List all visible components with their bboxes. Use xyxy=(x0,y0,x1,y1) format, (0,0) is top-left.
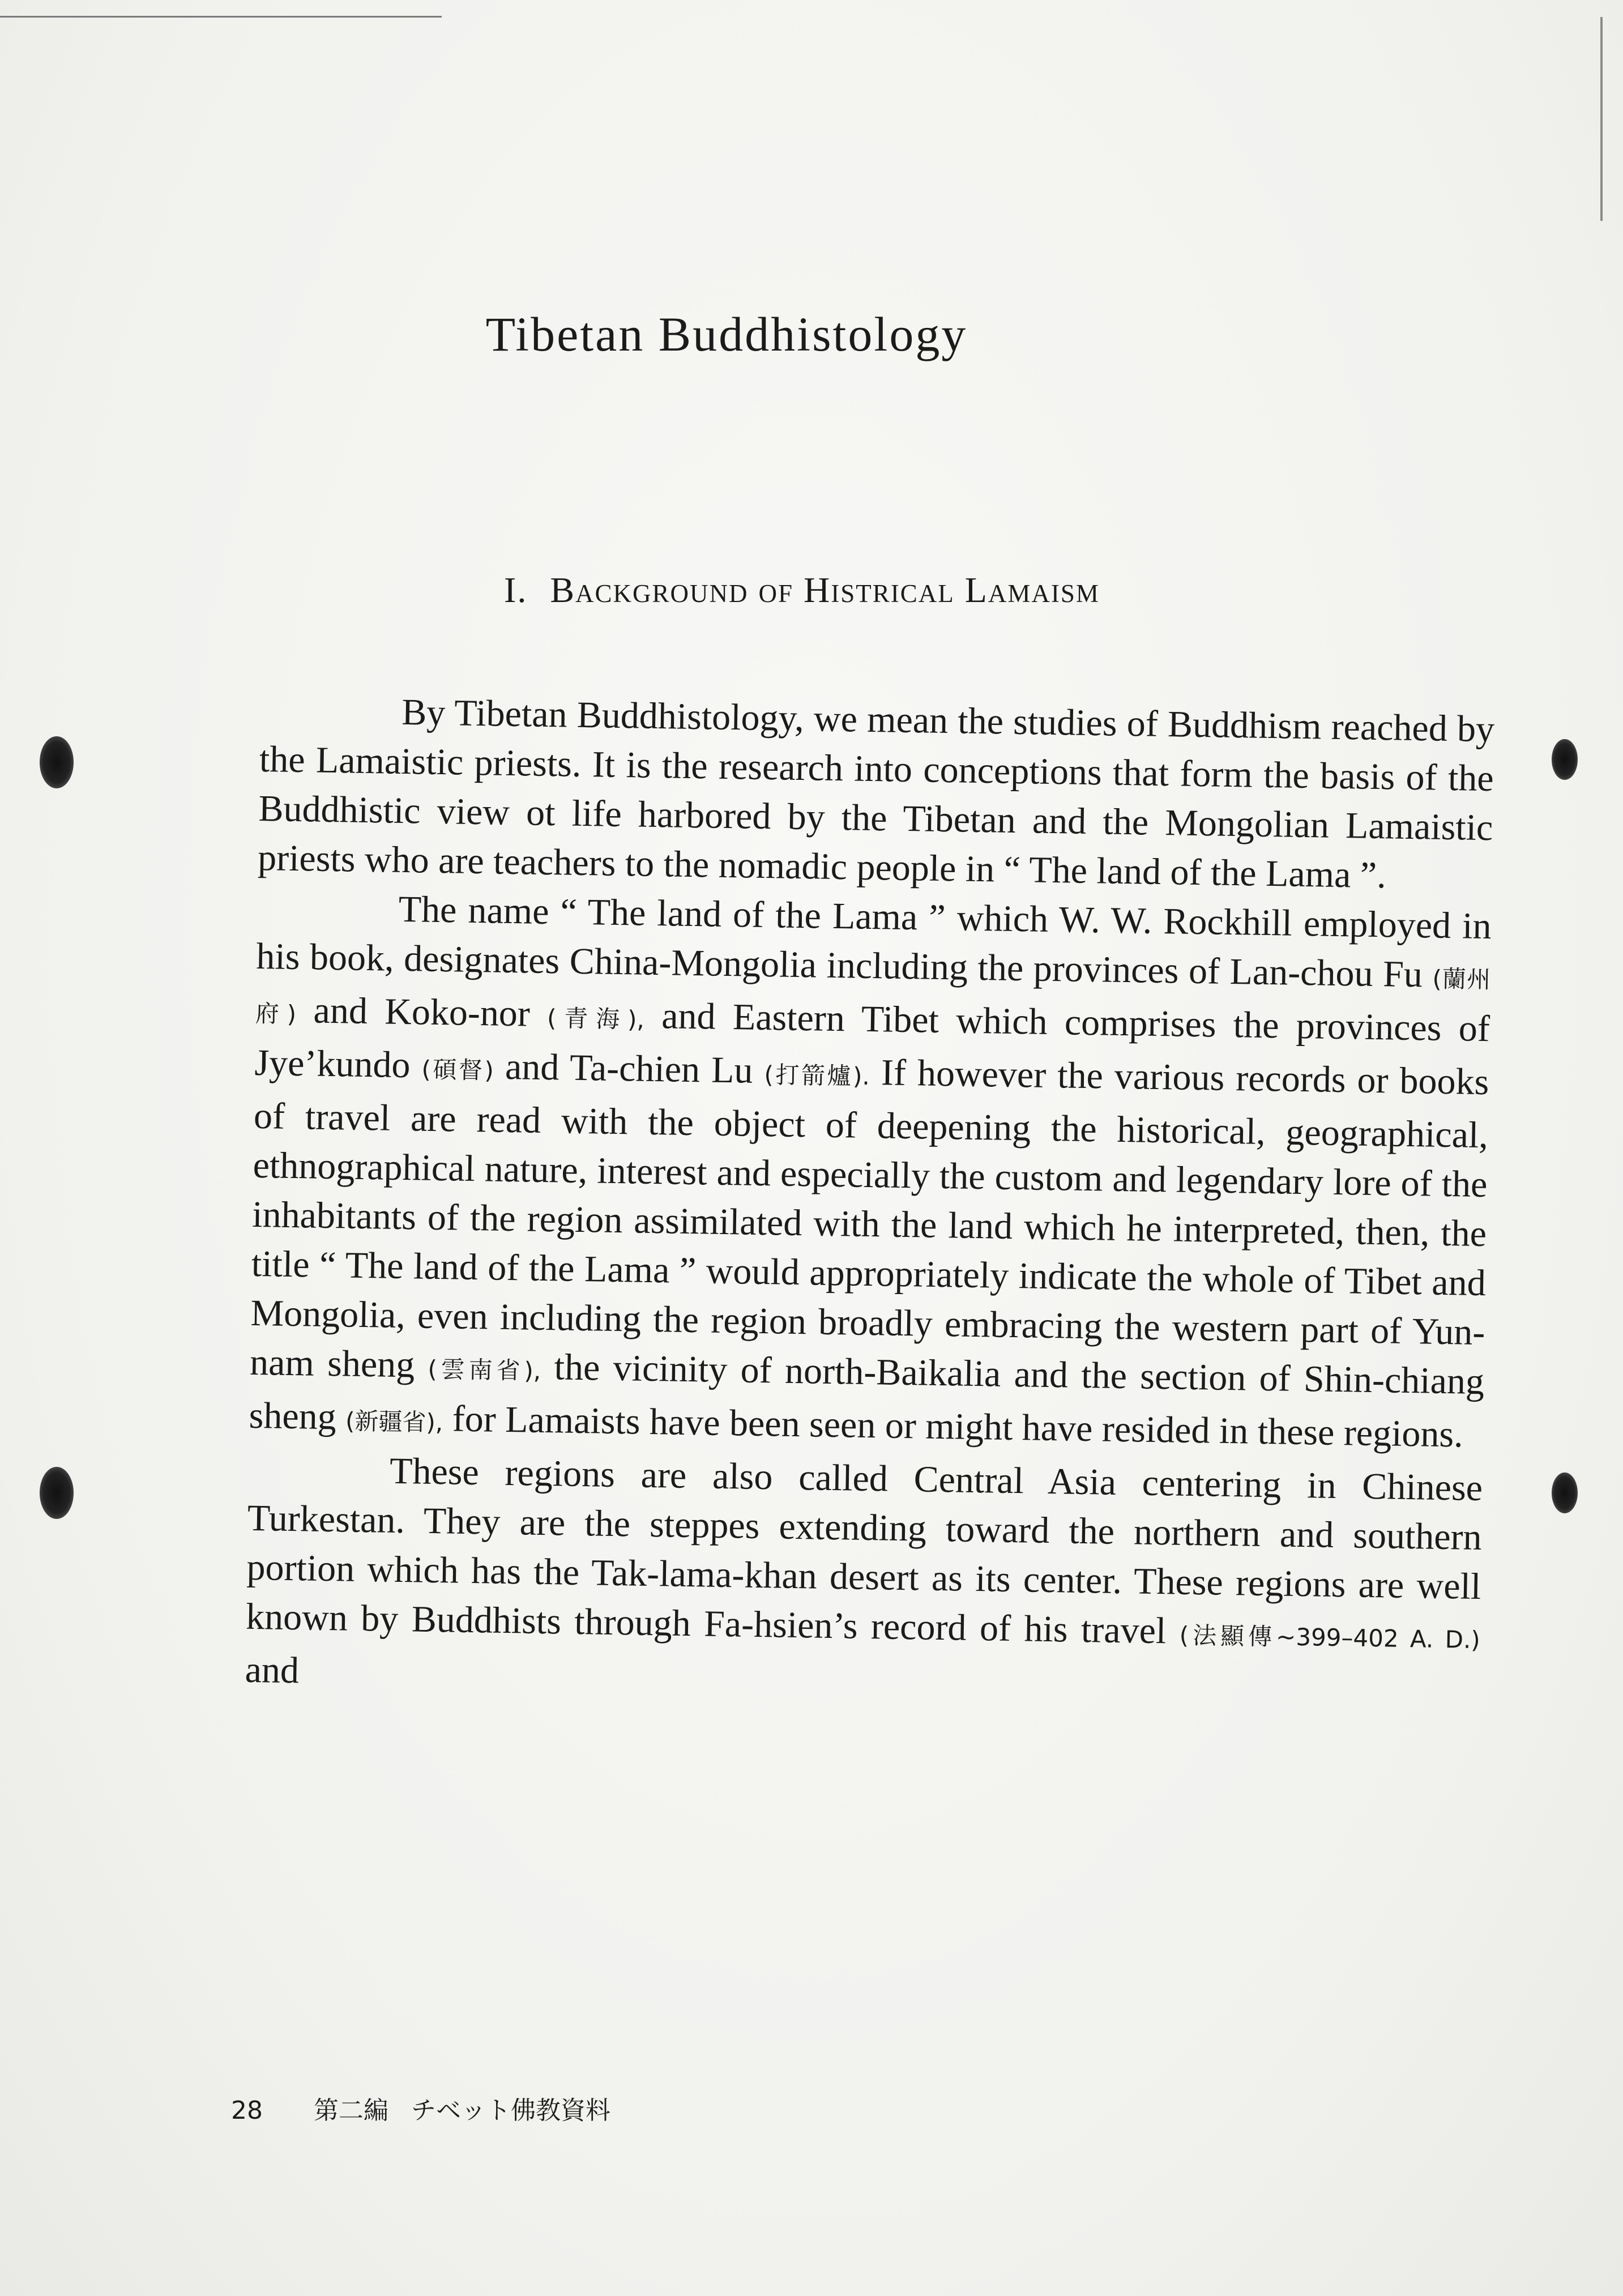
paragraph-2-cjk-4: (打箭爐). xyxy=(764,1061,870,1090)
paragraph-2 xyxy=(249,882,1492,1463)
paragraph-2-text-2: and Koko-nor xyxy=(313,989,531,1035)
punch-hole-right-lower xyxy=(1552,1473,1578,1513)
punch-hole-right-upper xyxy=(1552,739,1578,780)
paragraph-2-cjk-3: (碩督) xyxy=(421,1055,494,1085)
paragraph-2-cjk-2: (青海), xyxy=(546,1004,645,1034)
page-title xyxy=(0,306,1623,362)
paragraph-3-text-2: and xyxy=(245,1649,300,1692)
paragraph-1 xyxy=(258,685,1495,902)
punch-hole-left-upper xyxy=(40,736,74,788)
paragraph-2-cjk-1: (蘭州府) xyxy=(255,965,1491,1028)
page-footer xyxy=(231,2090,610,2126)
paragraph-2-text-3: and Eastern Tibet which comprises the provinces of Jye’kundo xyxy=(254,995,1490,1086)
page-number: 28 xyxy=(231,2096,263,2125)
top-rule xyxy=(0,16,442,18)
page-title-text: Tibetan Buddhistology xyxy=(485,307,968,361)
paragraph-2-text-7: for Lamaists have been seen or might have resided in these regions. xyxy=(452,1398,1464,1456)
body-text xyxy=(245,685,1495,1714)
paragraph-3-cjk-1: (法顯傳~399–402 A. D.) xyxy=(1179,1621,1481,1654)
paragraph-2-text-6: the vicinity of north-Baikalia and the section of Shin-chiang sheng xyxy=(249,1346,1485,1438)
paragraph-2-text-4: and Ta-chien Lu xyxy=(505,1045,754,1091)
section-number: I. xyxy=(504,570,528,610)
part-label: 第二編 xyxy=(314,2096,388,2125)
section-heading xyxy=(504,569,1100,611)
part-title: チベット佛教資料 xyxy=(411,2096,610,2125)
paragraph-2-cjk-6: (新疆省), xyxy=(345,1407,443,1437)
right-edge-line xyxy=(1600,17,1603,221)
paragraph-2-text-5: If however the various records or books of travel are read with the object of deepening the historical, geographical, ethnographical nature, interest and especially the custom and legendary lore of the inhabitants of the region assimilated with the land which he interpreted, then, the title “ The land of the Lama ” would appropriately indicate the whole of Tibet and Mongolia, even including the region broadly embracing the western part of Yun-nam sheng xyxy=(249,1052,1489,1386)
punch-hole-left-lower xyxy=(40,1467,74,1519)
paragraph-3-text-1: These regions are also called Central Asia centering in Chinese Turkestan. They are the steppes extending toward the northern and southern portion which has the Tak-lama-khan desert as its center. These regions are well known by Buddhists through Fa-hsien’s record of his travel xyxy=(245,1450,1483,1652)
section-title: Background of Histrical Lamaism xyxy=(550,570,1100,610)
paragraph-2-cjk-5: (雲南省), xyxy=(428,1355,541,1385)
paragraph-2-text-1: The name “ The land of the Lama ” which W. W. Rockhill employed in his book, designates China-Mongolia including the provinces of Lan-chou Fu xyxy=(255,888,1492,996)
paragraph-3 xyxy=(245,1444,1483,1714)
paragraph-1-text: By Tibetan Buddhistology, we mean the studies of Buddhism reached by the Lamaistic priests. It is the research into conceptions that form the basis of the Buddhistic view ot life harbored by the Tibetan and the Mongolian Lamaistic priests who are teachers to the nomadic people in “ The land of the Lama ”. xyxy=(257,691,1495,897)
